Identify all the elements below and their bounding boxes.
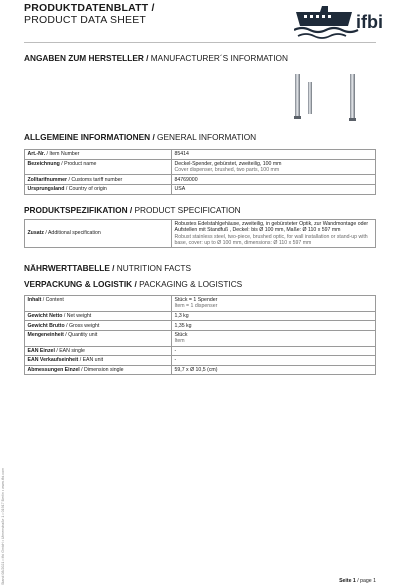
product-images [288, 72, 368, 122]
title-english: PRODUCT DATA SHEET [24, 14, 147, 26]
header-divider [24, 42, 376, 43]
table-row: Gewicht Netto / Net weight 1,3 kg [25, 311, 376, 321]
section-general: ALLGEMEINE INFORMATIONEN / GENERAL INFORMATION [24, 132, 257, 142]
document-title [24, 2, 155, 26]
ifbi-ship-logo [294, 2, 394, 42]
company-address-sidebar: Stand 08/2021 • ifbi GmbH • Ulmenstraße 1 • 01917 Berlin • www.ifbi.com [1, 467, 5, 585]
title-german: PRODUKTDATENBLATT / [24, 2, 155, 14]
table-row: Gewicht Brutto / Gross weight 1,35 kg [25, 321, 376, 331]
table-row: Bezeichnung / Product name Deckel-Spender, gebürstet, zweiteilig, 100 mm Cover dispenser, brushed, two parts, 100 mm [25, 159, 376, 175]
svg-text:ifbi: ifbi [356, 12, 383, 32]
table-row: EAN Verkaufseinheit / EAN unit - [25, 356, 376, 366]
table-row: EAN Einzel / EAN single - [25, 346, 376, 356]
section-manufacturer: ANGABEN ZUM HERSTELLER / MANUFACTURER´S INFORMATION [24, 53, 288, 63]
page-number: Seite 1 / page 1 [339, 578, 376, 584]
section-specification: PRODUKTSPEZIFIKATION / PRODUCT SPECIFICATION [24, 205, 241, 215]
table-row: Inhalt / Content Stück = 1 Spender Item = 1 dispenser [25, 296, 376, 312]
table-row: Abmessungen Einzel / Dimension single 59,7 x Ø 10,5 (cm) [25, 365, 376, 375]
table-row: Zolltarifnummer / Customs tariff number 84769000 [25, 175, 376, 185]
table-row: Mengeneinheit / Quantity unit Stück Item [25, 330, 376, 346]
table-row: Ursprungsland / Country of origin USA [25, 184, 376, 194]
specification-table [24, 219, 376, 248]
section-nutrition: NÄHRWERTTABELLE / NUTRITION FACTS [24, 263, 192, 273]
table-row: Zusatz / Additional specification Robustes Edelstahlgehäuse, zweiteilig, in gebürsteter Optik, zur Wandmontage oder Aufstellen mit Standfuß , Deckel: bis Ø 100 mm, Maße: Ø 110 x 597 mm Robust stainless steel, two-piece, brushed optic, for wall installation or stand-up with base, cover: up to Ø 100 mm, dimensions: Ø 110 x 597 mm [25, 220, 376, 248]
packaging-table [24, 295, 376, 375]
table-row: Art.-Nr. / Item Number 85414 [25, 150, 376, 160]
section-packaging: VERPACKUNG & LOGISTIK / PACKAGING & LOGISTICS [24, 279, 243, 289]
general-info-table [24, 149, 376, 195]
